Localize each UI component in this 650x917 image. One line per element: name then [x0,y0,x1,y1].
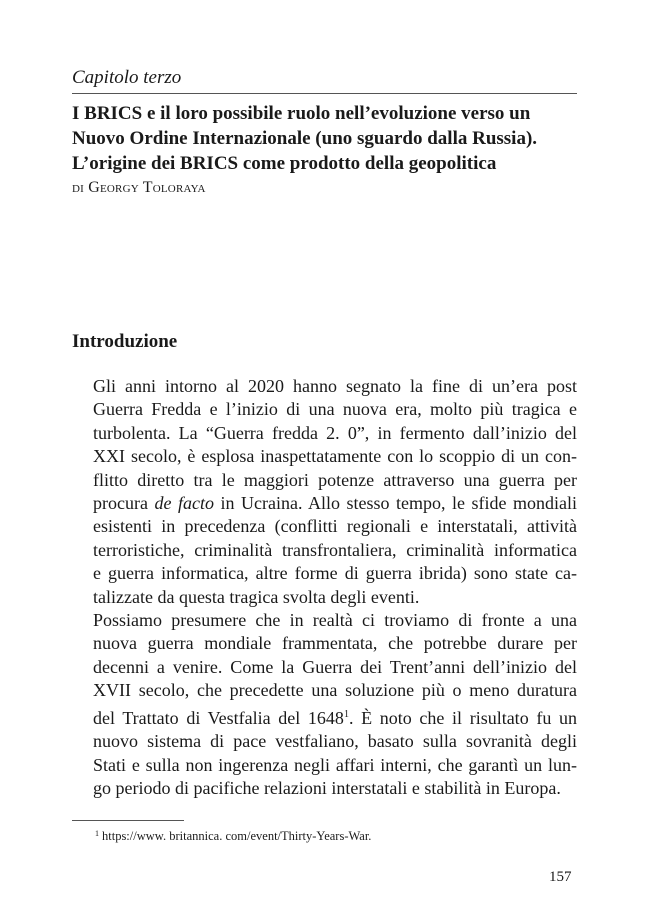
footnote-divider [72,820,184,821]
author-prefix: di [72,179,85,196]
text-line: nuovo sistema di pace vestfaliano, basato sulla sovranità degli [93,731,577,752]
page-number: 157 [549,869,572,885]
text-line: talizzate da questa tragica svolta degli eventi. [93,586,420,607]
text-line: Guerra Fredda e l’inizio di una nuova era, molto più tragica e [93,399,577,420]
footnote-link[interactable]: https://www. britannica. com/event/Thirty-Years-War. [102,829,372,843]
footnote-marker: 1 [95,829,99,838]
text-run: del Trattato di Vestfalia del 1648 [93,707,344,728]
footnote [95,826,371,844]
text-run: . È noto che il risultato fu un [348,707,577,728]
title-line: Nuovo Ordine Internazionale (uno sguardo dalla Russia). [72,128,538,149]
text-line [72,703,577,730]
text-line: Possiamo presumere che in realtà ci troviamo di fronte a una [93,610,577,631]
italic-term: de facto [154,493,214,514]
text-line: flitto diretto tra le maggiori potenze attraverso una guerra per [93,469,577,490]
chapter-title [72,101,587,176]
chapter-label: Capitolo terzo [72,66,577,94]
text-line: XXI secolo, è esplosa inaspettatamente con lo scoppio di un con- [93,446,577,467]
text-line: nuova guerra mondiale frammentata, che potrebbe durare per [93,633,577,654]
title-line: L’origine dei BRICS come prodotto della geopolitica [72,153,497,174]
author-byline [72,178,206,198]
text-line: esistenti in precedenza (conflitti regionali e interstatali, attività [93,516,577,537]
text-line: Stati e sulla non ingerenza negli affari interni, che garantì un lun- [93,754,577,775]
paragraph [72,375,577,609]
title-line: I BRICS e il loro possibile ruolo nell’evoluzione verso un [72,103,531,124]
text-run: procura [93,493,155,514]
text-line: decenni a venire. Come la Guerra dei Trent’anni dell’inizio del [93,656,577,677]
text-line: go periodo di pacifiche relazioni interstatali e stabilità in Europa. [93,777,561,798]
text-line [72,492,577,515]
paragraph [72,609,577,800]
text-line: terroristiche, criminalità transfrontaliera, criminalità informatica [93,539,577,560]
text-line: Gli anni intorno al 2020 hanno segnato la fine di un’era post [93,376,577,396]
text-line: e guerra informatica, altre forme di guerra ibrida) sono state ca- [93,563,577,584]
section-heading: Introduzione [72,331,178,352]
author-name: Georgy Toloraya [88,179,206,196]
text-line: XVII secolo, che precedette una soluzione più o meno duratura [93,680,577,701]
text-run: in Ucraina. Allo stesso tempo, le sfide mondiali [213,493,577,514]
body-text [72,375,577,800]
footnote-reference[interactable]: 1 [343,708,349,720]
text-line: turbolenta. La “Guerra fredda 2. 0”, in fermento dall’inizio del [93,422,577,443]
